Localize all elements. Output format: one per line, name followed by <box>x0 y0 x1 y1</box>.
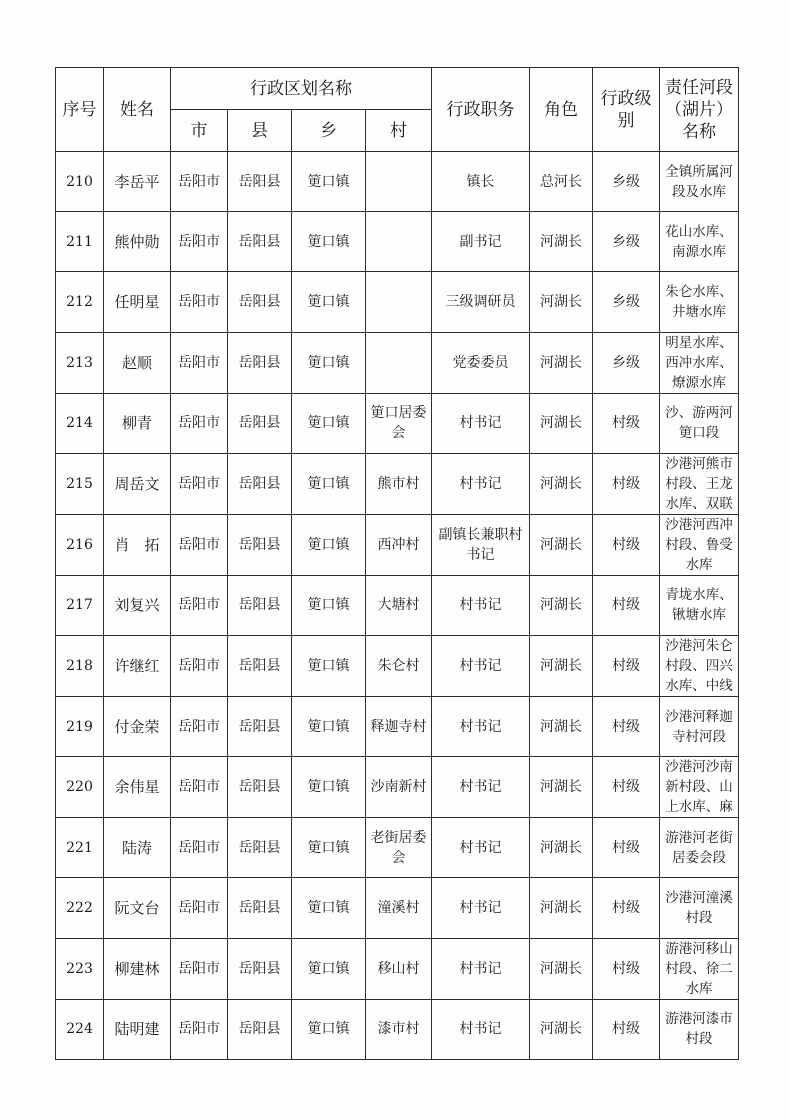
cell-level: 村级 <box>593 453 660 514</box>
cell-county: 岳阳县 <box>228 999 292 1059</box>
cell-village: 漆市村 <box>366 999 432 1059</box>
cell-name: 柳建林 <box>104 938 171 999</box>
table-row <box>56 453 739 514</box>
cell-village: 熊市村 <box>366 453 432 514</box>
cell-county: 岳阳县 <box>228 453 292 514</box>
cell-village: 老街居委会 <box>366 818 432 878</box>
table-row <box>56 818 739 878</box>
cell-position: 副书记 <box>432 212 530 272</box>
cell-level: 乡级 <box>593 272 660 332</box>
table-row <box>56 514 739 575</box>
header-row-top <box>56 68 739 110</box>
header-position: 行政职务 <box>432 68 530 152</box>
cell-role: 河湖长 <box>530 938 593 999</box>
cell-seq: 214 <box>56 393 104 453</box>
cell-name: 陆明建 <box>104 999 171 1059</box>
cell-city: 岳阳市 <box>171 635 228 696</box>
cell-position: 副镇长兼职村书记 <box>432 514 530 575</box>
cell-position: 三级调研员 <box>432 272 530 332</box>
cell-name: 阮文台 <box>104 878 171 938</box>
cell-village: 移山村 <box>366 938 432 999</box>
cell-township: 筻口镇 <box>292 757 366 818</box>
header-township: 乡 <box>292 110 366 152</box>
cell-township: 筻口镇 <box>292 938 366 999</box>
cell-position: 村书记 <box>432 999 530 1059</box>
cell-river: 沙、游两河筻口段 <box>660 393 739 453</box>
cell-village: 西冲村 <box>366 514 432 575</box>
cell-village: 释迦寺村 <box>366 696 432 756</box>
cell-city: 岳阳市 <box>171 453 228 514</box>
cell-position: 村书记 <box>432 818 530 878</box>
cell-seq: 224 <box>56 999 104 1059</box>
table-body <box>56 152 739 1060</box>
table-row <box>56 575 739 635</box>
cell-role: 河湖长 <box>530 999 593 1059</box>
cell-river: 沙港河熊市村段、王龙水库、双联 <box>660 453 739 514</box>
cell-village <box>366 152 432 212</box>
cell-position: 村书记 <box>432 696 530 756</box>
river-chief-table <box>55 67 739 1060</box>
cell-level: 乡级 <box>593 152 660 212</box>
cell-township: 筻口镇 <box>292 453 366 514</box>
cell-level: 村级 <box>593 999 660 1059</box>
cell-county: 岳阳县 <box>228 514 292 575</box>
cell-city: 岳阳市 <box>171 818 228 878</box>
table-row <box>56 393 739 453</box>
cell-village <box>366 332 432 393</box>
cell-level: 乡级 <box>593 212 660 272</box>
cell-river: 全镇所属河段及水库 <box>660 152 739 212</box>
header-city: 市 <box>171 110 228 152</box>
cell-township: 筻口镇 <box>292 696 366 756</box>
cell-seq: 220 <box>56 757 104 818</box>
cell-level: 村级 <box>593 757 660 818</box>
cell-township: 筻口镇 <box>292 152 366 212</box>
cell-level: 村级 <box>593 818 660 878</box>
cell-role: 河湖长 <box>530 212 593 272</box>
cell-name: 任明星 <box>104 272 171 332</box>
cell-township: 筻口镇 <box>292 878 366 938</box>
cell-role: 河湖长 <box>530 635 593 696</box>
cell-township: 筻口镇 <box>292 393 366 453</box>
cell-village: 朱仑村 <box>366 635 432 696</box>
header-division: 行政区划名称 <box>171 68 432 110</box>
cell-role: 河湖长 <box>530 272 593 332</box>
cell-township: 筻口镇 <box>292 575 366 635</box>
cell-village: 沙南新村 <box>366 757 432 818</box>
header-seq: 序号 <box>56 68 104 152</box>
cell-city: 岳阳市 <box>171 757 228 818</box>
cell-seq: 218 <box>56 635 104 696</box>
cell-name: 周岳文 <box>104 453 171 514</box>
cell-village <box>366 272 432 332</box>
table-row <box>56 635 739 696</box>
cell-river: 沙港河朱仑村段、四兴水库、中线 <box>660 635 739 696</box>
cell-position: 村书记 <box>432 635 530 696</box>
cell-city: 岳阳市 <box>171 212 228 272</box>
cell-role: 总河长 <box>530 152 593 212</box>
cell-city: 岳阳市 <box>171 272 228 332</box>
cell-county: 岳阳县 <box>228 152 292 212</box>
cell-village: 筻口居委会 <box>366 393 432 453</box>
cell-seq: 223 <box>56 938 104 999</box>
cell-role: 河湖长 <box>530 818 593 878</box>
cell-river: 青垅水库、锹塘水库 <box>660 575 739 635</box>
table-row <box>56 272 739 332</box>
cell-seq: 216 <box>56 514 104 575</box>
cell-county: 岳阳县 <box>228 575 292 635</box>
cell-county: 岳阳县 <box>228 272 292 332</box>
cell-river: 游港河漆市村段 <box>660 999 739 1059</box>
header-level: 行政级别 <box>593 68 660 152</box>
cell-level: 村级 <box>593 514 660 575</box>
cell-position: 镇长 <box>432 152 530 212</box>
cell-city: 岳阳市 <box>171 878 228 938</box>
cell-county: 岳阳县 <box>228 696 292 756</box>
cell-name: 付金荣 <box>104 696 171 756</box>
cell-river: 沙港河沙南新村段、山上水库、麻 <box>660 757 739 818</box>
table-row <box>56 878 739 938</box>
cell-river: 游港河老街居委会段 <box>660 818 739 878</box>
cell-city: 岳阳市 <box>171 152 228 212</box>
cell-river: 明星水库、西冲水库、燎源水库 <box>660 332 739 393</box>
cell-seq: 221 <box>56 818 104 878</box>
cell-city: 岳阳市 <box>171 514 228 575</box>
cell-city: 岳阳市 <box>171 332 228 393</box>
cell-township: 筻口镇 <box>292 212 366 272</box>
table-row <box>56 938 739 999</box>
cell-name: 余伟星 <box>104 757 171 818</box>
cell-level: 村级 <box>593 696 660 756</box>
cell-name: 肖 拓 <box>104 514 171 575</box>
cell-seq: 217 <box>56 575 104 635</box>
cell-level: 村级 <box>593 878 660 938</box>
cell-position: 村书记 <box>432 757 530 818</box>
cell-name: 陆涛 <box>104 818 171 878</box>
cell-position: 村书记 <box>432 878 530 938</box>
cell-position: 村书记 <box>432 393 530 453</box>
table-row <box>56 332 739 393</box>
cell-river: 花山水库、南源水库 <box>660 212 739 272</box>
cell-level: 乡级 <box>593 332 660 393</box>
cell-role: 河湖长 <box>530 696 593 756</box>
header-county: 县 <box>228 110 292 152</box>
cell-role: 河湖长 <box>530 514 593 575</box>
cell-village <box>366 212 432 272</box>
table-row <box>56 152 739 212</box>
cell-position: 村书记 <box>432 453 530 514</box>
cell-level: 村级 <box>593 575 660 635</box>
cell-role: 河湖长 <box>530 453 593 514</box>
cell-role: 河湖长 <box>530 878 593 938</box>
cell-seq: 213 <box>56 332 104 393</box>
header-river: 责任河段（湖片）名称 <box>660 68 739 152</box>
cell-county: 岳阳县 <box>228 938 292 999</box>
cell-county: 岳阳县 <box>228 757 292 818</box>
cell-county: 岳阳县 <box>228 393 292 453</box>
header-name: 姓名 <box>104 68 171 152</box>
cell-county: 岳阳县 <box>228 332 292 393</box>
table-row <box>56 212 739 272</box>
cell-name: 李岳平 <box>104 152 171 212</box>
cell-city: 岳阳市 <box>171 938 228 999</box>
cell-role: 河湖长 <box>530 393 593 453</box>
cell-name: 柳青 <box>104 393 171 453</box>
cell-name: 熊仲勋 <box>104 212 171 272</box>
cell-level: 村级 <box>593 938 660 999</box>
cell-city: 岳阳市 <box>171 575 228 635</box>
cell-city: 岳阳市 <box>171 393 228 453</box>
cell-role: 河湖长 <box>530 332 593 393</box>
cell-name: 许继红 <box>104 635 171 696</box>
header-role: 角色 <box>530 68 593 152</box>
table-row <box>56 999 739 1059</box>
cell-township: 筻口镇 <box>292 999 366 1059</box>
cell-township: 筻口镇 <box>292 332 366 393</box>
cell-role: 河湖长 <box>530 575 593 635</box>
cell-river: 沙港河西冲村段、鲁受水库 <box>660 514 739 575</box>
header-village: 村 <box>366 110 432 152</box>
cell-township: 筻口镇 <box>292 818 366 878</box>
cell-river: 游港河移山村段、徐二水库 <box>660 938 739 999</box>
cell-county: 岳阳县 <box>228 635 292 696</box>
cell-position: 党委委员 <box>432 332 530 393</box>
cell-township: 筻口镇 <box>292 635 366 696</box>
cell-position: 村书记 <box>432 938 530 999</box>
cell-river: 沙港河释迦寺村河段 <box>660 696 739 756</box>
cell-township: 筻口镇 <box>292 514 366 575</box>
cell-seq: 219 <box>56 696 104 756</box>
table-row <box>56 757 739 818</box>
cell-river: 沙港河潼溪村段 <box>660 878 739 938</box>
table-row <box>56 696 739 756</box>
cell-city: 岳阳市 <box>171 999 228 1059</box>
cell-seq: 222 <box>56 878 104 938</box>
cell-name: 赵顺 <box>104 332 171 393</box>
cell-level: 村级 <box>593 393 660 453</box>
cell-level: 村级 <box>593 635 660 696</box>
cell-city: 岳阳市 <box>171 696 228 756</box>
cell-role: 河湖长 <box>530 757 593 818</box>
cell-village: 潼溪村 <box>366 878 432 938</box>
cell-river: 朱仑水库、井塘水库 <box>660 272 739 332</box>
cell-seq: 215 <box>56 453 104 514</box>
cell-county: 岳阳县 <box>228 878 292 938</box>
cell-county: 岳阳县 <box>228 212 292 272</box>
cell-position: 村书记 <box>432 575 530 635</box>
cell-seq: 210 <box>56 152 104 212</box>
cell-township: 筻口镇 <box>292 272 366 332</box>
cell-county: 岳阳县 <box>228 818 292 878</box>
cell-seq: 211 <box>56 212 104 272</box>
cell-seq: 212 <box>56 272 104 332</box>
cell-name: 刘复兴 <box>104 575 171 635</box>
cell-village: 大塘村 <box>366 575 432 635</box>
